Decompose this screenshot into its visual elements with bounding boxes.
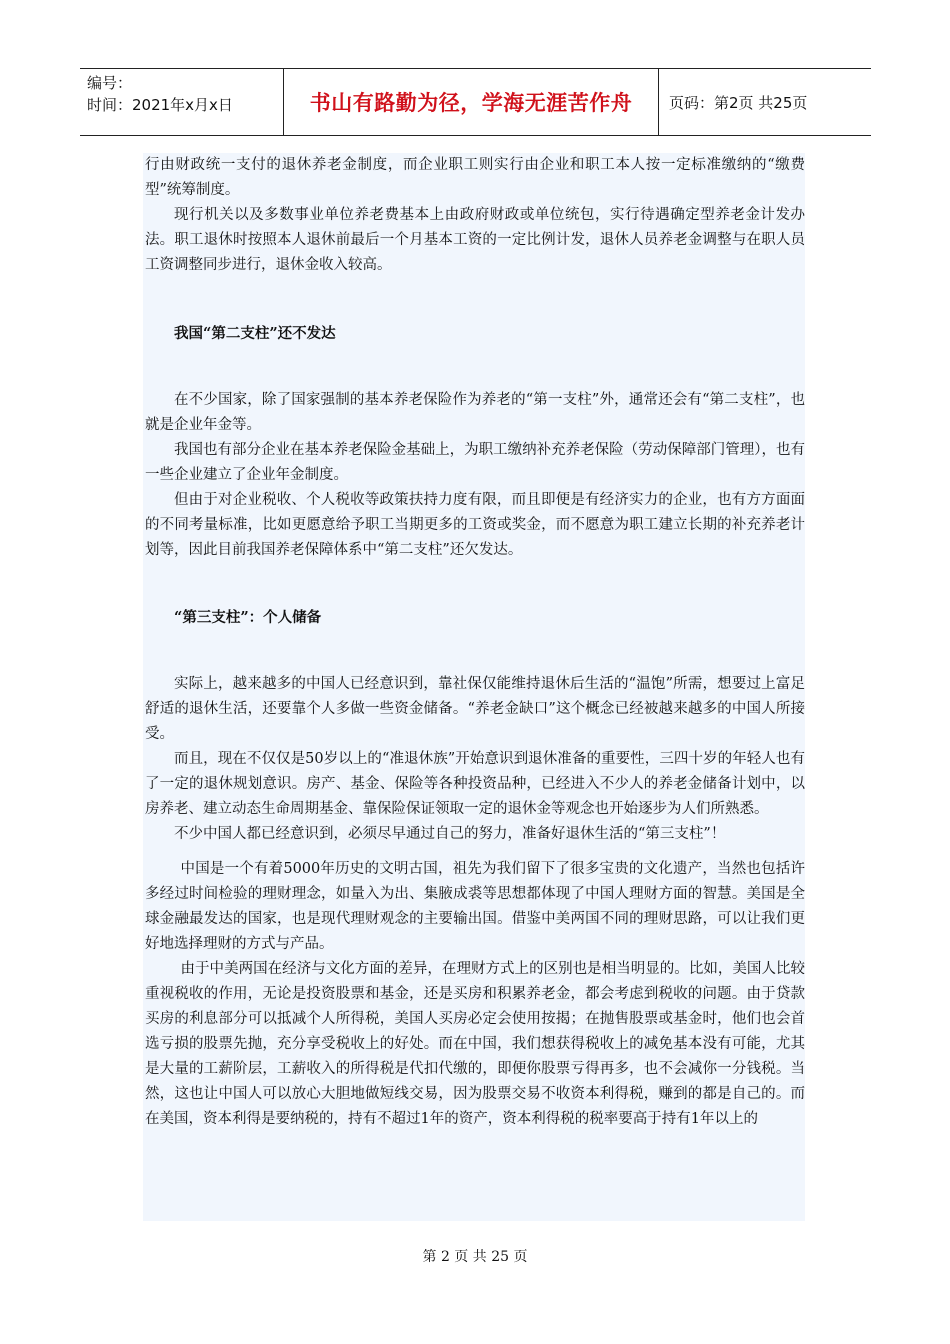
paragraph-3: 在不少国家，除了国家强制的基本养老保险作为养老的“第一支柱”外，通常还会有“第二支柱”，也就是企业年金等。 [145, 392, 805, 433]
section-heading-second-pillar: 我国“第二支柱”还不发达 [174, 325, 336, 342]
document-body [143, 153, 805, 1221]
code-label: 编号： [87, 74, 133, 92]
header-meta [80, 69, 284, 135]
paragraph-6: 实际上，越来越多的中国人已经意识到，靠社保仅能维持退休后生活的“温饱”所需，想要过上富足舒适的退休生活，还要靠个人多做一些资金储备。“养老金缺口”这个概念已经被越来越多的中国人所接受。 [145, 676, 805, 742]
paragraph-10: 由于中美两国在经济与文化方面的差异，在理财方式上的区别也是相当明显的。比如，美国人比较重视税收的作用，无论是投资股票和基金，还是买房和积累养老金，都会考虑到税收的问题。由于贷款买房的利息部分可以抵减个人所得税，美国人买房必定会使用按揭；在抛售股票或基金时，他们也会首选亏损的股票先抛，充分享受税收上的好处。而在中国，我们想获得税收上的减免基本没有可能，尤其是大量的工薪阶层，工薪收入的所得税是代扣代缴的，即便你股票亏得再多，也不会减你一分钱税。当然，这也让中国人可以放心大胆地做短线交易，因为股票交易不收资本利得税，赚到的都是自己的。而在美国，资本利得是要纳税的，持有不超过1年的资产，资本利得税的税率要高于持有1年以上的 [145, 961, 805, 1127]
section-heading-third-pillar: “第三支柱”：个人储备 [174, 609, 322, 626]
paragraph-5: 但由于对企业税收、个人税收等政策扶持力度有限，而且即便是有经济实力的企业，也有方方面面的不同考量标准，比如更愿意给予职工当期更多的工资或奖金，而不愿意为职工建立长期的补充养老计划等，因此目前我国养老保障体系中“第二支柱”还欠发达。 [145, 492, 805, 558]
page-footer: 第 2 页 共 25 页 [422, 1249, 528, 1265]
page-header [80, 68, 871, 136]
paragraph-4: 我国也有部分企业在基本养老保险金基础上，为职工缴纳补充养老保险（劳动保障部门管理），也有一些企业建立了企业年金制度。 [145, 442, 805, 483]
paragraph-1: 行由财政统一支付的退休养老金制度，而企业职工则实行由企业和职工本人按一定标准缴纳的“缴费型”统筹制度。 [145, 157, 805, 198]
paragraph-8: 不少中国人都已经意识到，必须尽早通过自己的努力，准备好退休生活的“第三支柱”！ [174, 826, 726, 842]
header-page-info: 页码：第2页 共25页 [669, 93, 808, 112]
header-motto: 书山有路勤为径，学海无涯苦作舟 [284, 69, 659, 135]
paragraph-2: 现行机关以及多数事业单位养老费基本上由政府财政或单位统包，实行待遇确定型养老金计发办法。职工退休时按照本人退休前最后一个月基本工资的一定比例计发，退休人员养老金调整与在职人员工资调整同步进行，退休金收入较高。 [145, 207, 805, 273]
paragraph-7: 而且，现在不仅仅是50岁以上的“准退休族”开始意识到退休准备的重要性，三四十岁的年轻人也有了一定的退休规划意识。房产、基金、保险等各种投资品种，已经进入不少人的养老金储备计划中，以房养老、建立动态生命周期基金、靠保险保证领取一定的退休金等观念也开始逐步为人们所熟悉。 [145, 751, 805, 817]
time-label: 时间：2021年x月x日 [87, 96, 233, 114]
paragraph-9: 中国是一个有着5000年历史的文明古国，祖先为我们留下了很多宝贵的文化遗产，当然也包括许多经过时间检验的理财理念，如量入为出、集腋成裘等思想都体现了中国人理财方面的智慧。美国是全球金融最发达的国家，也是现代理财观念的主要输出国。借鉴中美两国不同的理财思路，可以让我们更好地选择理财的方式与产品。 [145, 861, 805, 952]
